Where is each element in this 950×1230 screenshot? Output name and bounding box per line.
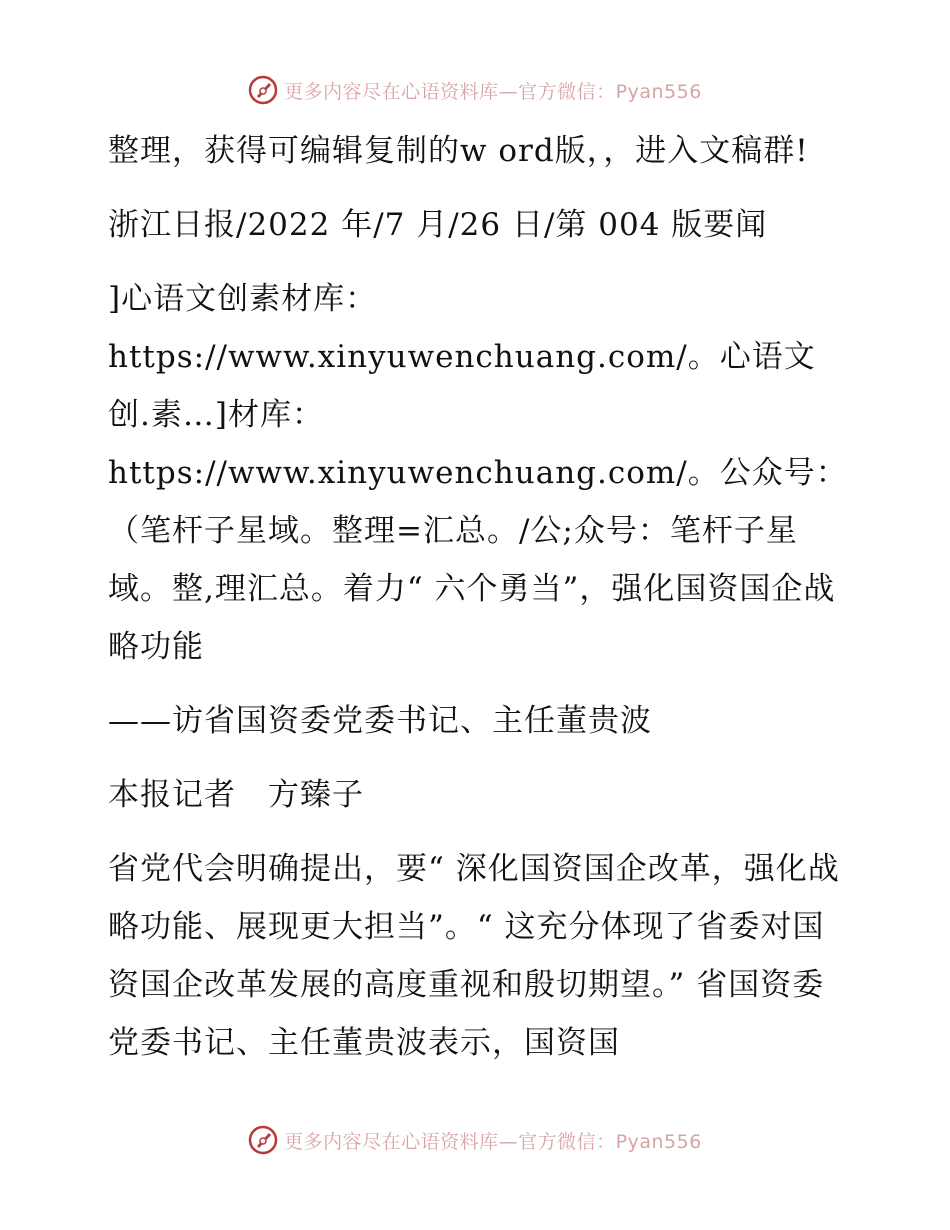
- footer-banner: [0, 1120, 950, 1160]
- quill-logo-icon: [248, 1125, 278, 1155]
- subtitle: ——访省国资委党委书记、主任董贵波: [108, 703, 652, 739]
- body-paragraph: 省党代会明确提出，要“ 深化国资国企改革，强化战略功能、展现更大担当”。“ 这充分体现了省委对国资国企改革发展的高度重视和殷切期望。” 省国资委党委书记、主任董贵波表示，国资国: [108, 851, 840, 1061]
- footer-banner-text: 更多内容尽在心语资料库—官方微信：Pyan556: [284, 1130, 702, 1153]
- header-banner: [0, 70, 950, 110]
- document-body: [96, 122, 856, 1088]
- quill-logo-icon: [248, 75, 278, 105]
- header-banner-text: 更多内容尽在心语资料库—官方微信：Pyan556: [284, 80, 702, 103]
- source-line: 浙江日报/2022 年/7 月/26 日/第 004 版要闻: [108, 207, 768, 243]
- intro-paragraph: 整理，获得可编辑复制的w ord版，，进入文稿群!: [108, 133, 809, 169]
- library-paragraph: ]心语文创素材库：https://www.xinyuwenchuang.com/。心语文创.素…]材库：https://www.xinyuwenchuang.com/。公众号：（笔杆子星域。整理=汇总。/公;众号：笔杆子星域。整,理汇总。着力“ 六个勇当”，强化国资国企战略功能: [108, 281, 848, 665]
- byline: 本报记者 方臻子: [108, 777, 364, 813]
